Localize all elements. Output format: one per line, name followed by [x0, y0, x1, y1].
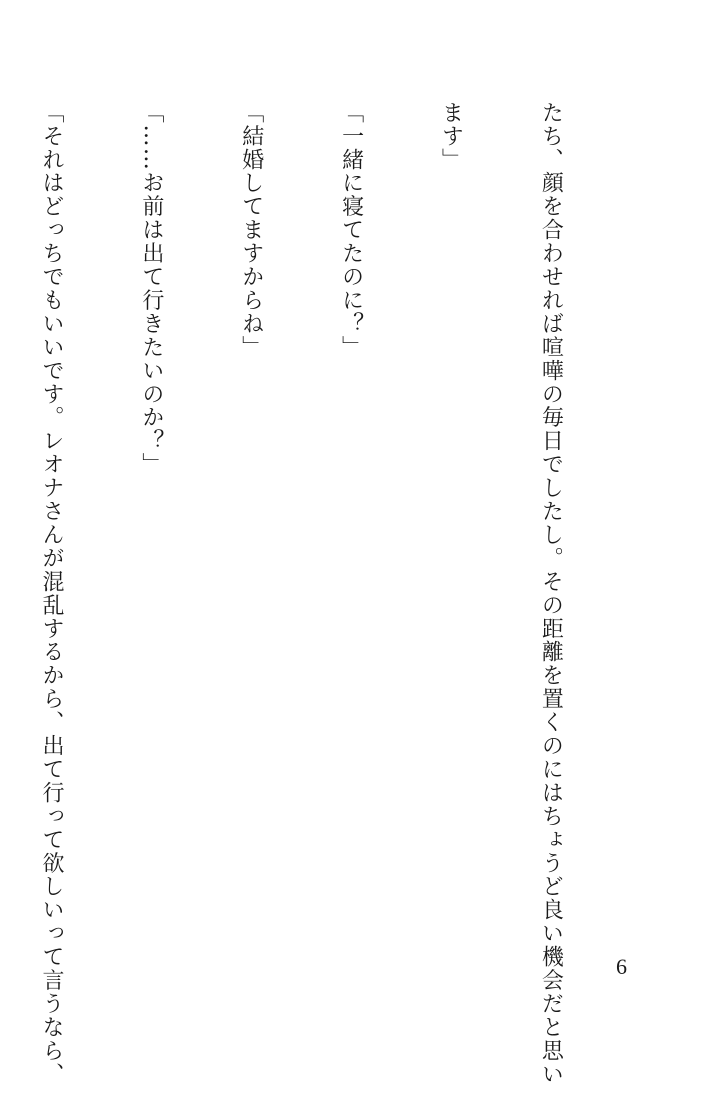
text-column: 「一緒に寝てたのに？」 [338, 101, 364, 359]
vertical-text-block [0, 101, 634, 1086]
text-column: 「……お前は出て行きたいのか？」 [138, 101, 164, 477]
text-column: たち、顔を合わせれば喧嘩の毎日でしたし。その距離を置くのにはちょうど良い機会だと思い [538, 101, 564, 1086]
text-column: 「結婚してますからね」 [238, 101, 264, 359]
page-number: 6 [616, 954, 627, 979]
text-column: ます」 [438, 101, 464, 172]
text-column: 「それはどっちでもいいです。レオナさんが混乱するから、出て行って欲しいって言うなら、 [38, 101, 64, 1086]
